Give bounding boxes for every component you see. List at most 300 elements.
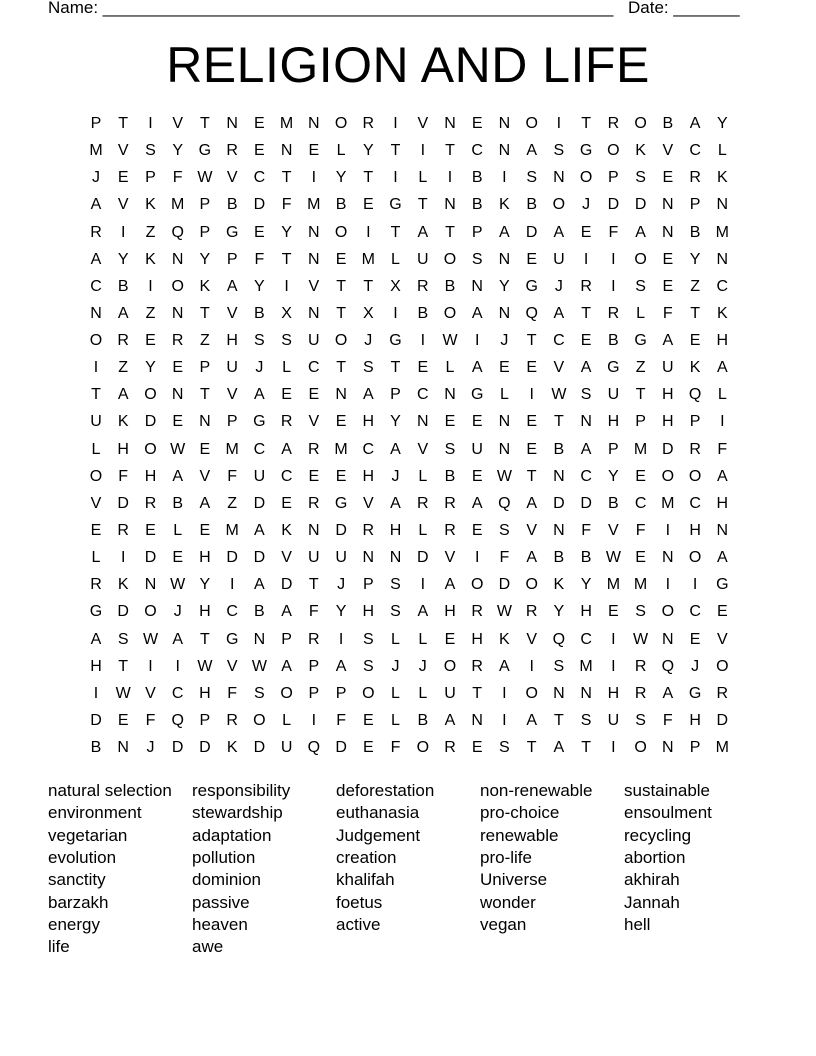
- grid-letter[interactable]: A: [172, 467, 184, 485]
- grid-letter[interactable]: P: [608, 169, 619, 187]
- grid-letter[interactable]: N: [308, 250, 320, 268]
- grid-letter[interactable]: F: [172, 169, 183, 187]
- grid-letter[interactable]: A: [471, 304, 483, 322]
- grid-letter[interactable]: R: [308, 494, 320, 512]
- grid-letter[interactable]: U: [90, 413, 102, 431]
- grid-letter[interactable]: D: [716, 711, 729, 729]
- grid-letter[interactable]: E: [417, 359, 429, 377]
- grid-letter[interactable]: M: [633, 576, 648, 594]
- grid-letter[interactable]: N: [553, 169, 565, 187]
- grid-letter[interactable]: W: [115, 684, 131, 702]
- grid-letter[interactable]: I: [529, 386, 534, 404]
- grid-letter[interactable]: C: [689, 142, 701, 160]
- grid-letter[interactable]: J: [500, 332, 509, 349]
- grid-letter[interactable]: T: [200, 304, 210, 322]
- grid-letter[interactable]: G: [89, 603, 103, 621]
- grid-letter[interactable]: T: [526, 332, 537, 349]
- grid-letter[interactable]: Z: [690, 277, 700, 295]
- grid-letter[interactable]: F: [336, 711, 346, 729]
- grid-letter[interactable]: A: [362, 386, 374, 404]
- grid-letter[interactable]: E: [580, 332, 592, 349]
- grid-letter[interactable]: Q: [661, 657, 675, 675]
- grid-letter[interactable]: N: [144, 576, 157, 594]
- grid-letter[interactable]: L: [391, 250, 400, 268]
- grid-letter[interactable]: E: [499, 359, 510, 377]
- grid-letter[interactable]: K: [226, 739, 238, 756]
- grid-letter[interactable]: D: [335, 522, 347, 539]
- grid-letter[interactable]: P: [199, 196, 211, 214]
- grid-letter[interactable]: A: [526, 549, 538, 567]
- grid-letter[interactable]: I: [665, 522, 671, 539]
- grid-letter[interactable]: D: [253, 739, 266, 756]
- grid-letter[interactable]: F: [227, 684, 238, 702]
- grid-letter[interactable]: I: [93, 684, 99, 702]
- grid-letter[interactable]: Y: [499, 277, 510, 295]
- grid-letter[interactable]: Y: [145, 359, 156, 377]
- grid-letter[interactable]: O: [688, 549, 702, 567]
- grid-letter[interactable]: H: [199, 549, 211, 567]
- grid-letter[interactable]: N: [308, 522, 320, 539]
- grid-letter[interactable]: S: [254, 332, 265, 349]
- grid-letter[interactable]: L: [418, 169, 428, 187]
- grid-letter[interactable]: Y: [689, 250, 701, 268]
- grid-letter[interactable]: T: [390, 142, 401, 160]
- grid-letter[interactable]: C: [471, 142, 483, 160]
- grid-letter[interactable]: Y: [580, 576, 592, 594]
- grid-letter[interactable]: E: [117, 711, 129, 729]
- grid-letter[interactable]: R: [226, 711, 238, 729]
- grid-letter[interactable]: A: [580, 440, 592, 458]
- grid-letter[interactable]: D: [226, 549, 238, 567]
- grid-letter[interactable]: I: [556, 115, 562, 132]
- grid-letter[interactable]: B: [226, 196, 238, 214]
- grid-letter[interactable]: A: [417, 603, 429, 621]
- grid-letter[interactable]: J: [255, 359, 264, 377]
- grid-letter[interactable]: N: [90, 304, 102, 322]
- grid-letter[interactable]: F: [717, 440, 728, 458]
- grid-letter[interactable]: O: [89, 332, 103, 349]
- grid-letter[interactable]: I: [529, 657, 534, 675]
- grid-letter[interactable]: F: [227, 467, 238, 485]
- grid-letter[interactable]: I: [420, 576, 426, 594]
- grid-letter[interactable]: I: [420, 142, 426, 160]
- grid-letter[interactable]: T: [417, 196, 428, 214]
- grid-letter[interactable]: A: [471, 359, 483, 377]
- grid-letter[interactable]: E: [580, 223, 592, 241]
- grid-letter[interactable]: R: [308, 440, 320, 458]
- grid-letter[interactable]: K: [117, 413, 129, 431]
- grid-letter[interactable]: O: [443, 657, 457, 675]
- grid-letter[interactable]: T: [118, 657, 129, 675]
- grid-letter[interactable]: D: [607, 196, 620, 214]
- grid-letter[interactable]: A: [580, 359, 592, 377]
- grid-letter[interactable]: J: [582, 196, 591, 214]
- grid-letter[interactable]: A: [526, 142, 538, 160]
- grid-letter[interactable]: E: [254, 142, 265, 160]
- grid-letter[interactable]: R: [417, 277, 429, 295]
- grid-letter[interactable]: I: [583, 250, 589, 268]
- grid-letter[interactable]: C: [417, 386, 429, 404]
- grid-letter[interactable]: I: [366, 223, 371, 241]
- grid-letter[interactable]: D: [253, 549, 266, 567]
- grid-letter[interactable]: G: [607, 359, 620, 377]
- grid-letter[interactable]: R: [444, 494, 456, 512]
- grid-letter[interactable]: B: [444, 467, 456, 485]
- grid-letter[interactable]: G: [634, 332, 647, 349]
- grid-letter[interactable]: Y: [117, 250, 129, 268]
- grid-letter[interactable]: T: [390, 359, 401, 377]
- grid-letter[interactable]: R: [280, 413, 293, 431]
- grid-letter[interactable]: S: [362, 359, 374, 377]
- grid-letter[interactable]: D: [253, 494, 266, 512]
- grid-letter[interactable]: N: [580, 413, 592, 431]
- grid-letter[interactable]: S: [390, 576, 401, 594]
- grid-letter[interactable]: I: [420, 332, 426, 349]
- grid-letter[interactable]: B: [526, 196, 538, 214]
- grid-letter[interactable]: A: [117, 386, 129, 404]
- grid-letter[interactable]: I: [393, 304, 398, 322]
- grid-letter[interactable]: R: [471, 657, 483, 675]
- grid-letter[interactable]: V: [662, 142, 674, 160]
- grid-letter[interactable]: F: [390, 739, 401, 756]
- grid-letter[interactable]: V: [199, 467, 211, 485]
- grid-letter[interactable]: V: [716, 630, 728, 648]
- grid-letter[interactable]: B: [662, 115, 674, 132]
- grid-letter[interactable]: I: [338, 630, 344, 648]
- grid-letter[interactable]: W: [197, 657, 213, 675]
- grid-letter[interactable]: D: [634, 196, 647, 214]
- grid-letter[interactable]: H: [226, 332, 238, 349]
- grid-letter[interactable]: B: [689, 223, 701, 241]
- grid-letter[interactable]: I: [502, 684, 507, 702]
- grid-letter[interactable]: E: [281, 386, 292, 404]
- grid-letter[interactable]: E: [335, 467, 347, 485]
- grid-letter[interactable]: K: [145, 250, 156, 268]
- grid-letter[interactable]: A: [281, 657, 292, 675]
- grid-letter[interactable]: B: [580, 549, 592, 567]
- grid-letter[interactable]: J: [418, 657, 427, 675]
- grid-letter[interactable]: A: [471, 494, 483, 512]
- grid-letter[interactable]: T: [581, 304, 591, 322]
- grid-letter[interactable]: X: [390, 277, 401, 295]
- grid-letter[interactable]: C: [280, 467, 293, 485]
- grid-letter[interactable]: C: [308, 359, 320, 377]
- grid-letter[interactable]: E: [608, 603, 619, 621]
- grid-letter[interactable]: I: [611, 630, 616, 648]
- grid-letter[interactable]: T: [200, 386, 210, 404]
- grid-letter[interactable]: W: [496, 467, 512, 485]
- grid-letter[interactable]: P: [390, 386, 401, 404]
- grid-letter[interactable]: A: [526, 494, 538, 512]
- grid-letter[interactable]: U: [308, 549, 320, 567]
- grid-letter[interactable]: R: [117, 522, 129, 539]
- grid-letter[interactable]: P: [689, 196, 701, 214]
- grid-letter[interactable]: C: [553, 332, 565, 349]
- grid-letter[interactable]: R: [607, 304, 620, 322]
- grid-letter[interactable]: Y: [362, 142, 374, 160]
- grid-letter[interactable]: V: [308, 413, 320, 431]
- grid-letter[interactable]: N: [308, 223, 320, 241]
- grid-letter[interactable]: L: [91, 549, 101, 567]
- date-field[interactable]: Date: _______: [628, 0, 740, 17]
- grid-letter[interactable]: E: [281, 494, 292, 512]
- grid-letter[interactable]: N: [471, 711, 483, 729]
- grid-letter[interactable]: M: [606, 576, 621, 594]
- grid-letter[interactable]: S: [553, 142, 565, 160]
- grid-letter[interactable]: E: [308, 467, 320, 485]
- grid-letter[interactable]: E: [471, 739, 483, 756]
- grid-letter[interactable]: N: [253, 630, 266, 648]
- grid-letter[interactable]: O: [362, 684, 375, 702]
- grid-letter[interactable]: R: [444, 739, 456, 756]
- grid-letter[interactable]: E: [199, 522, 211, 539]
- grid-letter[interactable]: A: [390, 440, 401, 458]
- grid-letter[interactable]: T: [554, 413, 564, 431]
- grid-letter[interactable]: J: [691, 657, 700, 675]
- grid-letter[interactable]: V: [226, 386, 238, 404]
- grid-letter[interactable]: R: [117, 332, 129, 349]
- grid-letter[interactable]: S: [635, 711, 646, 729]
- grid-letter[interactable]: W: [170, 440, 186, 458]
- grid-letter[interactable]: N: [362, 549, 375, 567]
- grid-letter[interactable]: V: [145, 684, 156, 702]
- grid-letter[interactable]: A: [444, 711, 456, 729]
- grid-letter[interactable]: S: [444, 440, 456, 458]
- grid-letter[interactable]: A: [526, 711, 538, 729]
- grid-letter[interactable]: H: [199, 603, 211, 621]
- grid-letter[interactable]: A: [417, 223, 429, 241]
- grid-letter[interactable]: A: [444, 576, 456, 594]
- grid-letter[interactable]: T: [336, 359, 346, 377]
- grid-letter[interactable]: N: [498, 413, 511, 431]
- grid-letter[interactable]: A: [662, 684, 674, 702]
- grid-letter[interactable]: H: [362, 413, 375, 431]
- grid-letter[interactable]: D: [498, 576, 511, 594]
- grid-letter[interactable]: D: [199, 739, 211, 756]
- grid-letter[interactable]: B: [90, 739, 102, 756]
- grid-letter[interactable]: U: [308, 332, 320, 349]
- grid-letter[interactable]: Y: [608, 467, 619, 485]
- grid-letter[interactable]: D: [171, 739, 184, 756]
- grid-letter[interactable]: N: [716, 196, 729, 214]
- grid-letter[interactable]: A: [254, 386, 265, 404]
- grid-letter[interactable]: L: [336, 142, 346, 160]
- grid-letter[interactable]: T: [526, 467, 537, 485]
- grid-letter[interactable]: N: [444, 115, 456, 132]
- grid-letter[interactable]: O: [688, 467, 702, 485]
- grid-letter[interactable]: B: [471, 169, 483, 187]
- grid-letter[interactable]: H: [689, 711, 701, 729]
- grid-letter[interactable]: C: [171, 684, 184, 702]
- grid-letter[interactable]: T: [445, 223, 455, 241]
- grid-letter[interactable]: E: [117, 169, 129, 187]
- grid-letter[interactable]: T: [281, 169, 292, 187]
- grid-letter[interactable]: L: [418, 467, 428, 485]
- grid-letter[interactable]: O: [525, 115, 538, 132]
- grid-letter[interactable]: C: [689, 494, 701, 512]
- grid-letter[interactable]: Y: [172, 142, 184, 160]
- grid-letter[interactable]: W: [496, 603, 512, 621]
- grid-letter[interactable]: R: [607, 115, 620, 132]
- grid-letter[interactable]: E: [662, 277, 674, 295]
- grid-letter[interactable]: N: [553, 684, 565, 702]
- grid-letter[interactable]: J: [146, 739, 155, 756]
- grid-letter[interactable]: D: [144, 549, 157, 567]
- grid-letter[interactable]: P: [145, 169, 156, 187]
- grid-letter[interactable]: G: [198, 142, 212, 160]
- grid-letter[interactable]: V: [117, 196, 129, 214]
- grid-letter[interactable]: W: [442, 332, 458, 349]
- grid-letter[interactable]: P: [308, 684, 320, 702]
- grid-letter[interactable]: M: [715, 739, 729, 756]
- grid-letter[interactable]: H: [662, 386, 674, 404]
- grid-letter[interactable]: N: [498, 142, 511, 160]
- grid-letter[interactable]: L: [499, 386, 509, 404]
- grid-letter[interactable]: I: [611, 739, 616, 756]
- grid-letter[interactable]: A: [335, 657, 347, 675]
- grid-letter[interactable]: P: [199, 711, 211, 729]
- grid-letter[interactable]: K: [553, 576, 565, 594]
- grid-letter[interactable]: N: [389, 549, 402, 567]
- grid-letter[interactable]: L: [391, 711, 400, 729]
- grid-letter[interactable]: Q: [307, 739, 321, 756]
- grid-letter[interactable]: G: [253, 413, 266, 431]
- grid-letter[interactable]: S: [526, 169, 538, 187]
- grid-letter[interactable]: C: [90, 277, 102, 295]
- grid-letter[interactable]: H: [716, 494, 729, 512]
- grid-letter[interactable]: J: [337, 576, 346, 594]
- grid-letter[interactable]: I: [611, 657, 616, 675]
- grid-letter[interactable]: C: [580, 467, 592, 485]
- grid-letter[interactable]: V: [281, 549, 292, 567]
- grid-letter[interactable]: E: [362, 196, 374, 214]
- grid-letter[interactable]: O: [334, 332, 348, 349]
- grid-letter[interactable]: G: [688, 684, 702, 702]
- grid-letter[interactable]: X: [281, 304, 292, 322]
- grid-letter[interactable]: N: [444, 386, 456, 404]
- grid-letter[interactable]: F: [281, 196, 292, 214]
- grid-letter[interactable]: M: [171, 196, 185, 214]
- grid-letter[interactable]: O: [525, 576, 538, 594]
- grid-letter[interactable]: O: [470, 576, 484, 594]
- grid-letter[interactable]: C: [362, 440, 375, 458]
- grid-letter[interactable]: F: [635, 522, 646, 539]
- grid-letter[interactable]: L: [717, 386, 727, 404]
- grid-letter[interactable]: K: [716, 304, 728, 322]
- grid-letter[interactable]: N: [662, 223, 674, 241]
- grid-letter[interactable]: P: [199, 359, 211, 377]
- grid-letter[interactable]: U: [607, 711, 620, 729]
- grid-letter[interactable]: J: [92, 169, 100, 187]
- grid-letter[interactable]: M: [361, 250, 375, 268]
- grid-letter[interactable]: I: [474, 549, 480, 567]
- grid-letter[interactable]: L: [445, 359, 455, 377]
- grid-letter[interactable]: R: [362, 115, 375, 132]
- grid-letter[interactable]: D: [253, 196, 266, 214]
- grid-letter[interactable]: N: [498, 304, 511, 322]
- grid-letter[interactable]: J: [173, 603, 182, 621]
- grid-letter[interactable]: T: [581, 739, 591, 756]
- grid-letter[interactable]: W: [142, 630, 159, 648]
- grid-letter[interactable]: A: [90, 250, 102, 268]
- grid-letter[interactable]: F: [145, 711, 156, 729]
- grid-letter[interactable]: T: [281, 250, 292, 268]
- grid-letter[interactable]: E: [145, 332, 156, 349]
- grid-letter[interactable]: N: [471, 277, 483, 295]
- grid-letter[interactable]: I: [502, 169, 507, 187]
- grid-letter[interactable]: N: [171, 386, 184, 404]
- grid-letter[interactable]: L: [282, 359, 292, 377]
- grid-letter[interactable]: S: [145, 142, 156, 160]
- grid-letter[interactable]: Y: [335, 169, 347, 187]
- grid-letter[interactable]: H: [389, 522, 402, 539]
- grid-letter[interactable]: B: [553, 549, 565, 567]
- grid-letter[interactable]: B: [471, 196, 483, 214]
- grid-letter[interactable]: K: [145, 196, 156, 214]
- grid-letter[interactable]: F: [499, 549, 510, 567]
- grid-letter[interactable]: Z: [145, 223, 156, 241]
- grid-letter[interactable]: M: [715, 223, 729, 241]
- grid-letter[interactable]: A: [689, 115, 701, 132]
- grid-letter[interactable]: C: [580, 630, 592, 648]
- grid-letter[interactable]: Q: [171, 223, 184, 241]
- grid-letter[interactable]: N: [553, 467, 565, 485]
- grid-letter[interactable]: R: [580, 277, 592, 295]
- grid-letter[interactable]: T: [581, 115, 591, 132]
- grid-letter[interactable]: L: [717, 142, 727, 160]
- grid-letter[interactable]: A: [90, 196, 102, 214]
- grid-letter[interactable]: C: [253, 440, 266, 458]
- grid-letter[interactable]: K: [716, 169, 728, 187]
- grid-letter[interactable]: S: [635, 277, 646, 295]
- grid-letter[interactable]: N: [117, 739, 129, 756]
- grid-letter[interactable]: Z: [635, 359, 646, 377]
- grid-letter[interactable]: Q: [171, 711, 184, 729]
- grid-letter[interactable]: R: [689, 169, 701, 187]
- grid-letter[interactable]: E: [335, 413, 347, 431]
- grid-letter[interactable]: F: [308, 603, 319, 621]
- grid-letter[interactable]: O: [716, 657, 729, 675]
- grid-letter[interactable]: P: [335, 684, 347, 702]
- grid-letter[interactable]: G: [225, 223, 239, 241]
- grid-letter[interactable]: A: [662, 332, 674, 349]
- grid-letter[interactable]: L: [173, 522, 183, 539]
- grid-letter[interactable]: E: [526, 250, 538, 268]
- grid-letter[interactable]: V: [362, 494, 374, 512]
- grid-letter[interactable]: N: [662, 549, 674, 567]
- grid-letter[interactable]: T: [635, 386, 646, 404]
- grid-letter[interactable]: A: [199, 494, 211, 512]
- grid-letter[interactable]: S: [471, 250, 483, 268]
- grid-letter[interactable]: K: [499, 630, 510, 648]
- grid-letter[interactable]: N: [553, 522, 565, 539]
- grid-letter[interactable]: I: [120, 549, 126, 567]
- grid-letter[interactable]: I: [148, 277, 153, 295]
- grid-letter[interactable]: T: [363, 277, 374, 295]
- grid-letter[interactable]: J: [391, 657, 400, 675]
- grid-letter[interactable]: O: [334, 223, 348, 241]
- grid-letter[interactable]: K: [117, 576, 129, 594]
- grid-letter[interactable]: Q: [552, 630, 566, 648]
- grid-letter[interactable]: M: [334, 440, 348, 458]
- grid-letter[interactable]: E: [716, 603, 728, 621]
- grid-letter[interactable]: Z: [227, 494, 238, 512]
- grid-letter[interactable]: T: [445, 142, 455, 160]
- grid-letter[interactable]: H: [689, 522, 701, 539]
- grid-letter[interactable]: F: [608, 223, 619, 241]
- grid-letter[interactable]: A: [254, 576, 265, 594]
- grid-letter[interactable]: I: [93, 359, 99, 377]
